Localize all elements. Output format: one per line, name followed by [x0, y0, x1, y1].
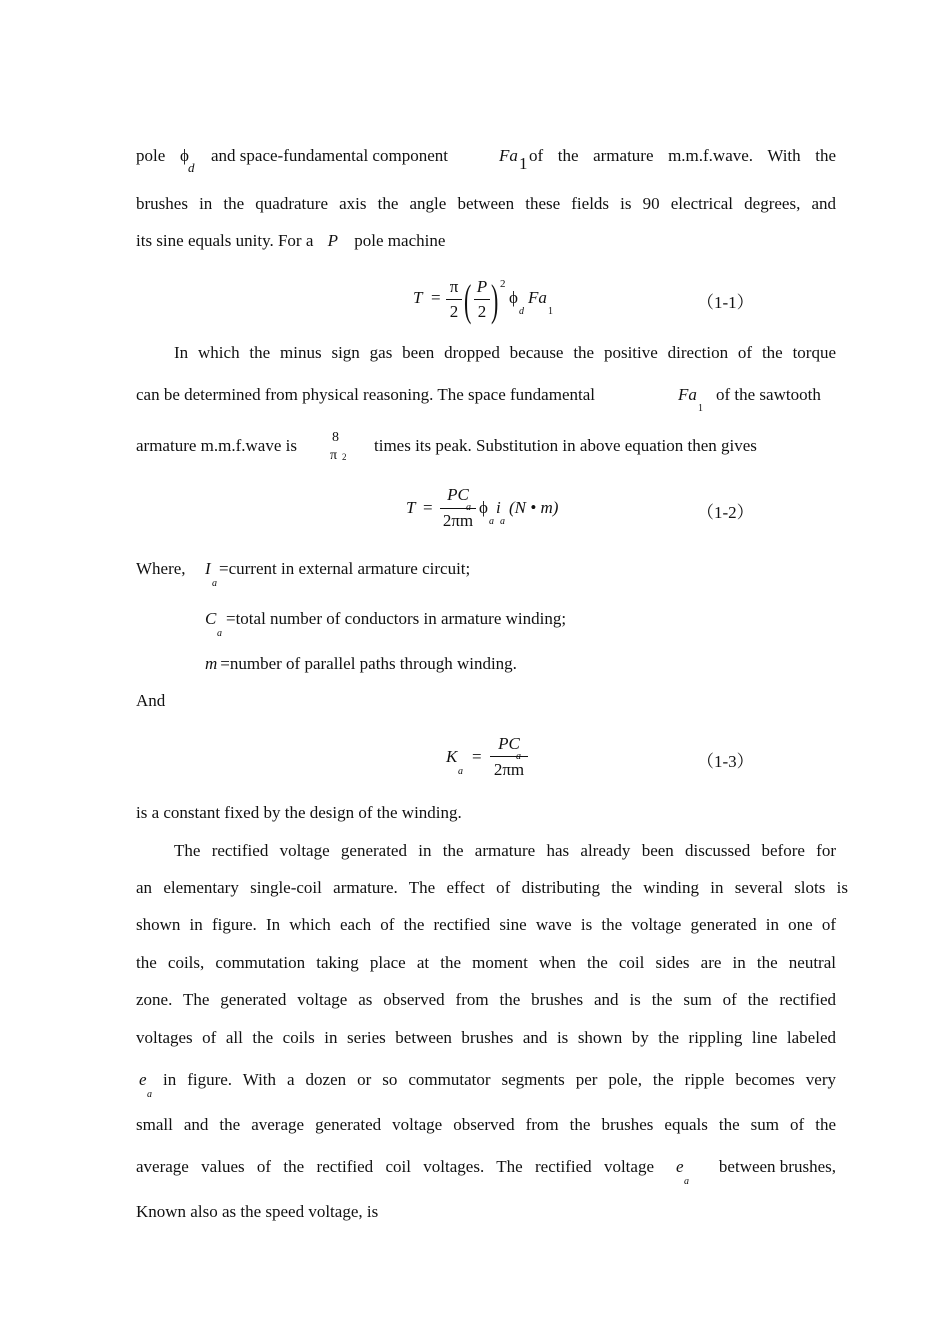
- para4-line5: zone. The generated voltage as observed from the brushes and is the sum of the rectified: [136, 990, 836, 1009]
- para4-line10: Known also as the speed voltage, is: [136, 1202, 379, 1221]
- text: pole: [136, 146, 166, 165]
- subscript: a: [516, 751, 521, 762]
- para4-line8: small and the average generated voltage observed from the brushes equals the sum of the: [136, 1115, 836, 1134]
- para4-line3: shown in figure. In which each of the rectified sine wave is the voltage generated in one of: [136, 915, 836, 934]
- definition-text: =current in external armature circuit;: [219, 559, 471, 578]
- text: and space-fundamental component: [211, 146, 448, 165]
- text: times its peak. Substitution in above equation then gives: [374, 436, 757, 455]
- para4-line6: voltages of all the coils in series between brushes and is shown by the rippling line labeled: [136, 1028, 836, 1047]
- fraction-den: π: [330, 448, 338, 463]
- subscript: d: [188, 160, 195, 175]
- definition-text: =number of parallel paths through winding.: [220, 654, 517, 673]
- symbol: m: [205, 654, 218, 673]
- subscript: a: [217, 628, 222, 639]
- text: between brushes,: [718, 1157, 836, 1176]
- eq-den: 2πm: [442, 511, 474, 530]
- symbol: e: [676, 1157, 684, 1176]
- subscript: 1: [519, 154, 528, 173]
- subscript: a: [458, 766, 463, 777]
- eq-equals: =: [472, 747, 482, 766]
- subscript: a: [466, 502, 471, 513]
- para4-line1: The rectified voltage generated in the armature has already been discussed before for: [174, 841, 836, 860]
- eq-equals: =: [431, 288, 441, 307]
- phi-symbol: ϕ: [509, 288, 518, 307]
- para4-line7: [136, 1070, 836, 1100]
- text: armature m.m.f.wave is: [136, 436, 297, 455]
- para4-line2: an elementary single-coil armature. The effect of distributing the winding in several slots is: [136, 878, 848, 897]
- subscript: a: [147, 1089, 152, 1100]
- eq-num-pi: π: [449, 277, 459, 296]
- subscript: a: [489, 516, 494, 527]
- unit: (N • m): [509, 498, 559, 517]
- current-symbol: i: [496, 498, 501, 517]
- phi-symbol: ϕ: [479, 498, 488, 517]
- equation-number: （1-1）: [697, 293, 754, 312]
- text: average values of the rectified coil voltages. The rectified voltage: [136, 1157, 654, 1176]
- para1-line2: brushes in the quadrature axis the angle between these fields is 90 electrical degrees, and: [136, 194, 836, 213]
- para2-line1: In which the minus sign gas been dropped because the positive direction of the torque: [174, 343, 836, 362]
- subscript: d: [519, 306, 524, 317]
- subscript: 1: [698, 403, 703, 414]
- fraction-num: 8: [332, 430, 339, 445]
- text: can be determined from physical reasoning. The space fundamental: [136, 385, 595, 404]
- subscript: a: [212, 578, 217, 589]
- para3: is a constant fixed by the design of the winding.: [136, 803, 462, 822]
- fa-symbol: Fa: [499, 146, 518, 165]
- where-label: Where,: [136, 559, 186, 578]
- eq-num: PC: [498, 734, 520, 753]
- eq-lhs: T: [413, 288, 423, 307]
- eq-equals: =: [423, 498, 433, 517]
- exponent: 2: [342, 452, 347, 462]
- phi-symbol: ϕ: [180, 146, 189, 165]
- eq-lhs: K: [446, 747, 458, 766]
- symbol: e: [139, 1070, 147, 1089]
- text: of the armature m.m.f.wave. With the: [529, 146, 836, 165]
- and-label: And: [136, 691, 166, 710]
- eq-num-p: P: [476, 277, 488, 296]
- symbol: I: [205, 559, 211, 578]
- exponent: 2: [500, 278, 506, 290]
- eq-den: 2: [477, 302, 487, 321]
- eq-lhs: T: [406, 498, 416, 517]
- text: of the sawtooth: [716, 385, 821, 404]
- right-paren: ): [491, 276, 499, 325]
- text: its sine equals unity. For a: [136, 231, 314, 250]
- text: in figure. With a dozen or so commutator segments per pole, the ripple becomes very: [163, 1070, 836, 1089]
- eq-den: 2: [449, 302, 459, 321]
- subscript: a: [500, 516, 505, 527]
- fa-symbol: Fa: [528, 288, 547, 307]
- eq-num: PC: [447, 485, 469, 504]
- equation-number: （1-3）: [697, 752, 754, 771]
- symbol: C: [205, 609, 217, 628]
- fa-symbol: Fa: [678, 385, 697, 404]
- para4-line9: [136, 1157, 836, 1187]
- left-paren: (: [464, 276, 472, 325]
- subscript: a: [684, 1176, 689, 1187]
- subscript: 1: [548, 306, 553, 317]
- text: pole machine: [354, 231, 446, 250]
- p-symbol: P: [327, 231, 339, 250]
- eq-den: 2πm: [493, 760, 525, 779]
- equation-number: （1-2）: [697, 503, 754, 522]
- fraction-bar: [490, 756, 528, 757]
- definition-text: =total number of conductors in armature winding;: [226, 609, 567, 628]
- para4-line4: the coils, commutation taking place at the moment when the coil sides are in the neutral: [136, 953, 836, 972]
